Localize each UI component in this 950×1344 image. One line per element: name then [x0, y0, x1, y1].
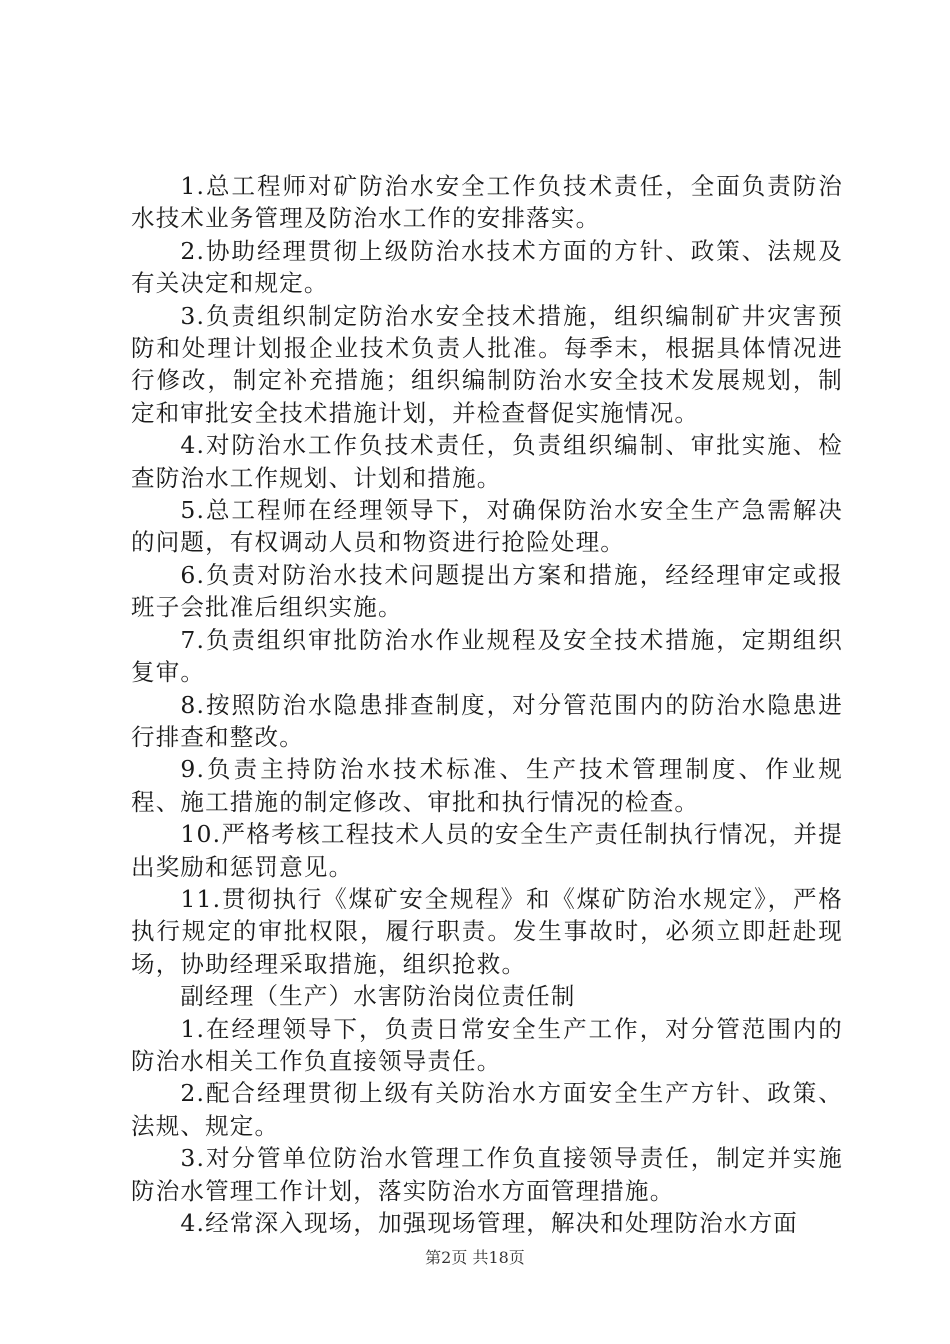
paragraph: 6.负责对防治水技术问题提出方案和措施，经经理审定或报班子会批准后组织实施。 [131, 560, 843, 622]
paragraph: 8.按照防治水隐患排查制度，对分管范围内的防治水隐患进行排查和整改。 [131, 690, 843, 751]
paragraph: 4.对防治水工作负技术责任，负责组织编制、审批实施、检查防治水工作规划、计划和措施。 [131, 431, 843, 492]
paragraph: 3.负责组织制定防治水安全技术措施，组织编制矿井灾害预防和处理计划报企业技术负责人批准。每季末，根据具体情况进行修改，制定补充措施；组织编制防治水安全技术发展规划，制定和审批安全技术措施计划，并检查督促实施情况。 [131, 301, 843, 427]
paragraph: 9.负责主持防治水技术标准、生产技术管理制度、作业规程、施工措施的制定修改、审批和执行情况的检查。 [131, 755, 843, 816]
paragraph: 3.对分管单位防治水管理工作负直接领导责任，制定并实施防治水管理工作计划，落实防治水方面管理措施。 [131, 1144, 843, 1205]
section-heading: 副经理（生产）水害防治岗位责任制 [180, 982, 576, 1011]
paragraph: 1.总工程师对矿防治水安全工作负技术责任，全面负责防治水技术业务管理及防治水工作的安排落实。 [131, 172, 843, 233]
document-body [131, 170, 843, 1239]
paragraph: 1.在经理领导下，负责日常安全生产工作，对分管范围内的防治水相关工作负直接领导责任。 [131, 1014, 843, 1075]
paragraph: 4.经常深入现场，加强现场管理，解决和处理防治水方面 [180, 1209, 798, 1237]
paragraph: 7.负责组织审批防治水作业规程及安全技术措施，定期组织复审。 [131, 625, 843, 687]
paragraph: 2.协助经理贯彻上级防治水技术方面的方针、政策、法规及有关决定和规定。 [131, 236, 843, 298]
paragraph: 11.贯彻执行《煤矿安全规程》和《煤矿防治水规定》，严格执行规定的审批权限，履行职责。发生事故时，必须立即赶赴现场，协助经理采取措施，组织抢救。 [131, 884, 843, 978]
paragraph: 5.总工程师在经理领导下，对确保防治水安全生产急需解决的问题，有权调动人员和物资进行抢险处理。 [131, 496, 843, 557]
paragraph: 2.配合经理贯彻上级有关防治水方面安全生产方针、政策、法规、规定。 [131, 1079, 843, 1140]
paragraph: 10.严格考核工程技术人员的安全生产责任制执行情况，并提出奖励和惩罚意见。 [131, 820, 843, 881]
page-footer: 第2页 共18页 [425, 1248, 525, 1267]
